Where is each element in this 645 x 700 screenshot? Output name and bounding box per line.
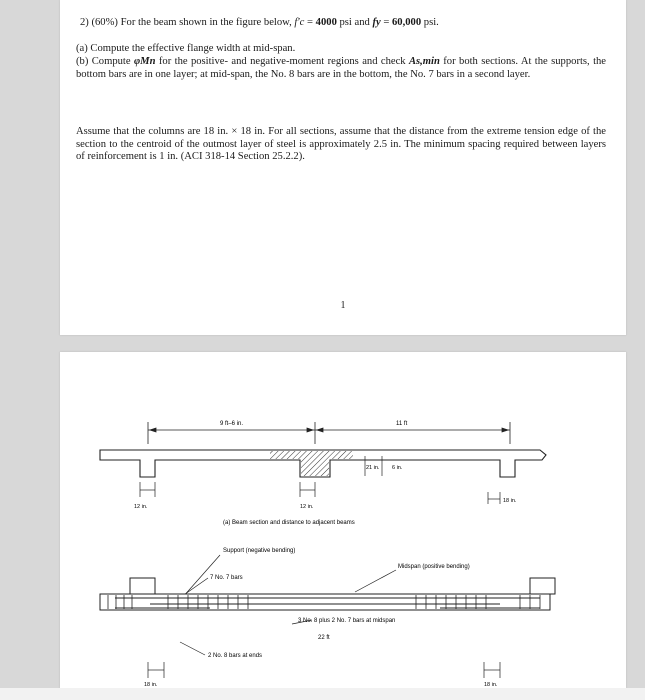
fy-equals: =: [380, 17, 392, 28]
dim-slab-label: 6 in.: [392, 465, 403, 471]
fy-symbol: fy: [372, 17, 381, 28]
top-dimension-lines: [148, 422, 510, 444]
as-min-symbol: As,min: [408, 56, 440, 67]
part-b-mid: for the positive- and negative-moment regions and check: [155, 56, 409, 67]
label-support: Support (negative bending): [223, 548, 296, 554]
label-end-bars: 2 No. 8 bars at ends: [208, 653, 263, 659]
web-dim-marks: [140, 482, 500, 504]
fc-equals: =: [304, 17, 316, 28]
beam-figure: [60, 352, 626, 688]
hatch-flange-right: [329, 451, 353, 459]
dim-col-right: 18 in.: [484, 682, 498, 688]
question-weight: (60%): [91, 17, 118, 28]
part-a: (a) Compute the effective flange width at mid-span.: [76, 43, 296, 54]
label-span: 22 ft: [318, 635, 330, 641]
label-midspan: Midspan (positive bending): [398, 564, 470, 570]
dim-flange-label: 21 in.: [366, 465, 380, 471]
part-b: [76, 56, 606, 81]
hatch-web: [301, 451, 329, 476]
hatch-flange: [270, 451, 301, 459]
dim-col-left: 18 in.: [144, 682, 158, 688]
fc-symbol: f′c: [294, 17, 305, 28]
dim-label-left: 9 ft–6 in.: [220, 421, 244, 427]
caption-a: (a) Beam section and distance to adjacent beams: [223, 520, 355, 526]
fc-unit: psi and: [336, 17, 373, 28]
column-dim-marks: [148, 662, 500, 678]
dim-web-left: 12 in.: [134, 504, 148, 510]
assumptions-paragraph: Assume that the columns are 18 in. × 18 in. For all sections, assume that the distance from the extreme tension edge of the section to the centroid of the outmost layer of steel is approximately 2.5 in. The minimum spacing required between layers of reinforcement is 1 in. (ACI 318-14 Section 25.2.2).: [76, 126, 606, 163]
question-line: [80, 17, 600, 30]
phi-mn-symbol: φMn: [133, 56, 156, 67]
page-number: 1: [340, 300, 346, 311]
part-b-prefix: (b) Compute: [76, 56, 134, 67]
problem-page: [60, 0, 626, 335]
label-top-bars: 7 No. 7 bars: [210, 575, 243, 581]
figure-page: [60, 352, 626, 688]
dim-web-right: 18 in.: [503, 498, 517, 504]
question-lead: For the beam shown in the figure below,: [120, 17, 292, 28]
part-b-suffix: for both sections. At the supports, the bottom bars are in one layer; at mid-span, the No. 8 bars are in the bottom, the No. 7 bars in a second layer.: [76, 56, 607, 80]
fy-unit: psi.: [421, 17, 439, 28]
dim-label-right: 11 ft: [396, 421, 408, 427]
bottom-strip: [0, 688, 645, 700]
fy-value: 60,000: [391, 17, 422, 28]
question-number: 2): [80, 17, 89, 28]
label-mid-bars: 3 No. 8 plus 2 No. 7 bars at midspan: [298, 618, 396, 624]
dim-web-mid: 12 in.: [300, 504, 314, 510]
fc-value: 4000: [315, 17, 337, 28]
